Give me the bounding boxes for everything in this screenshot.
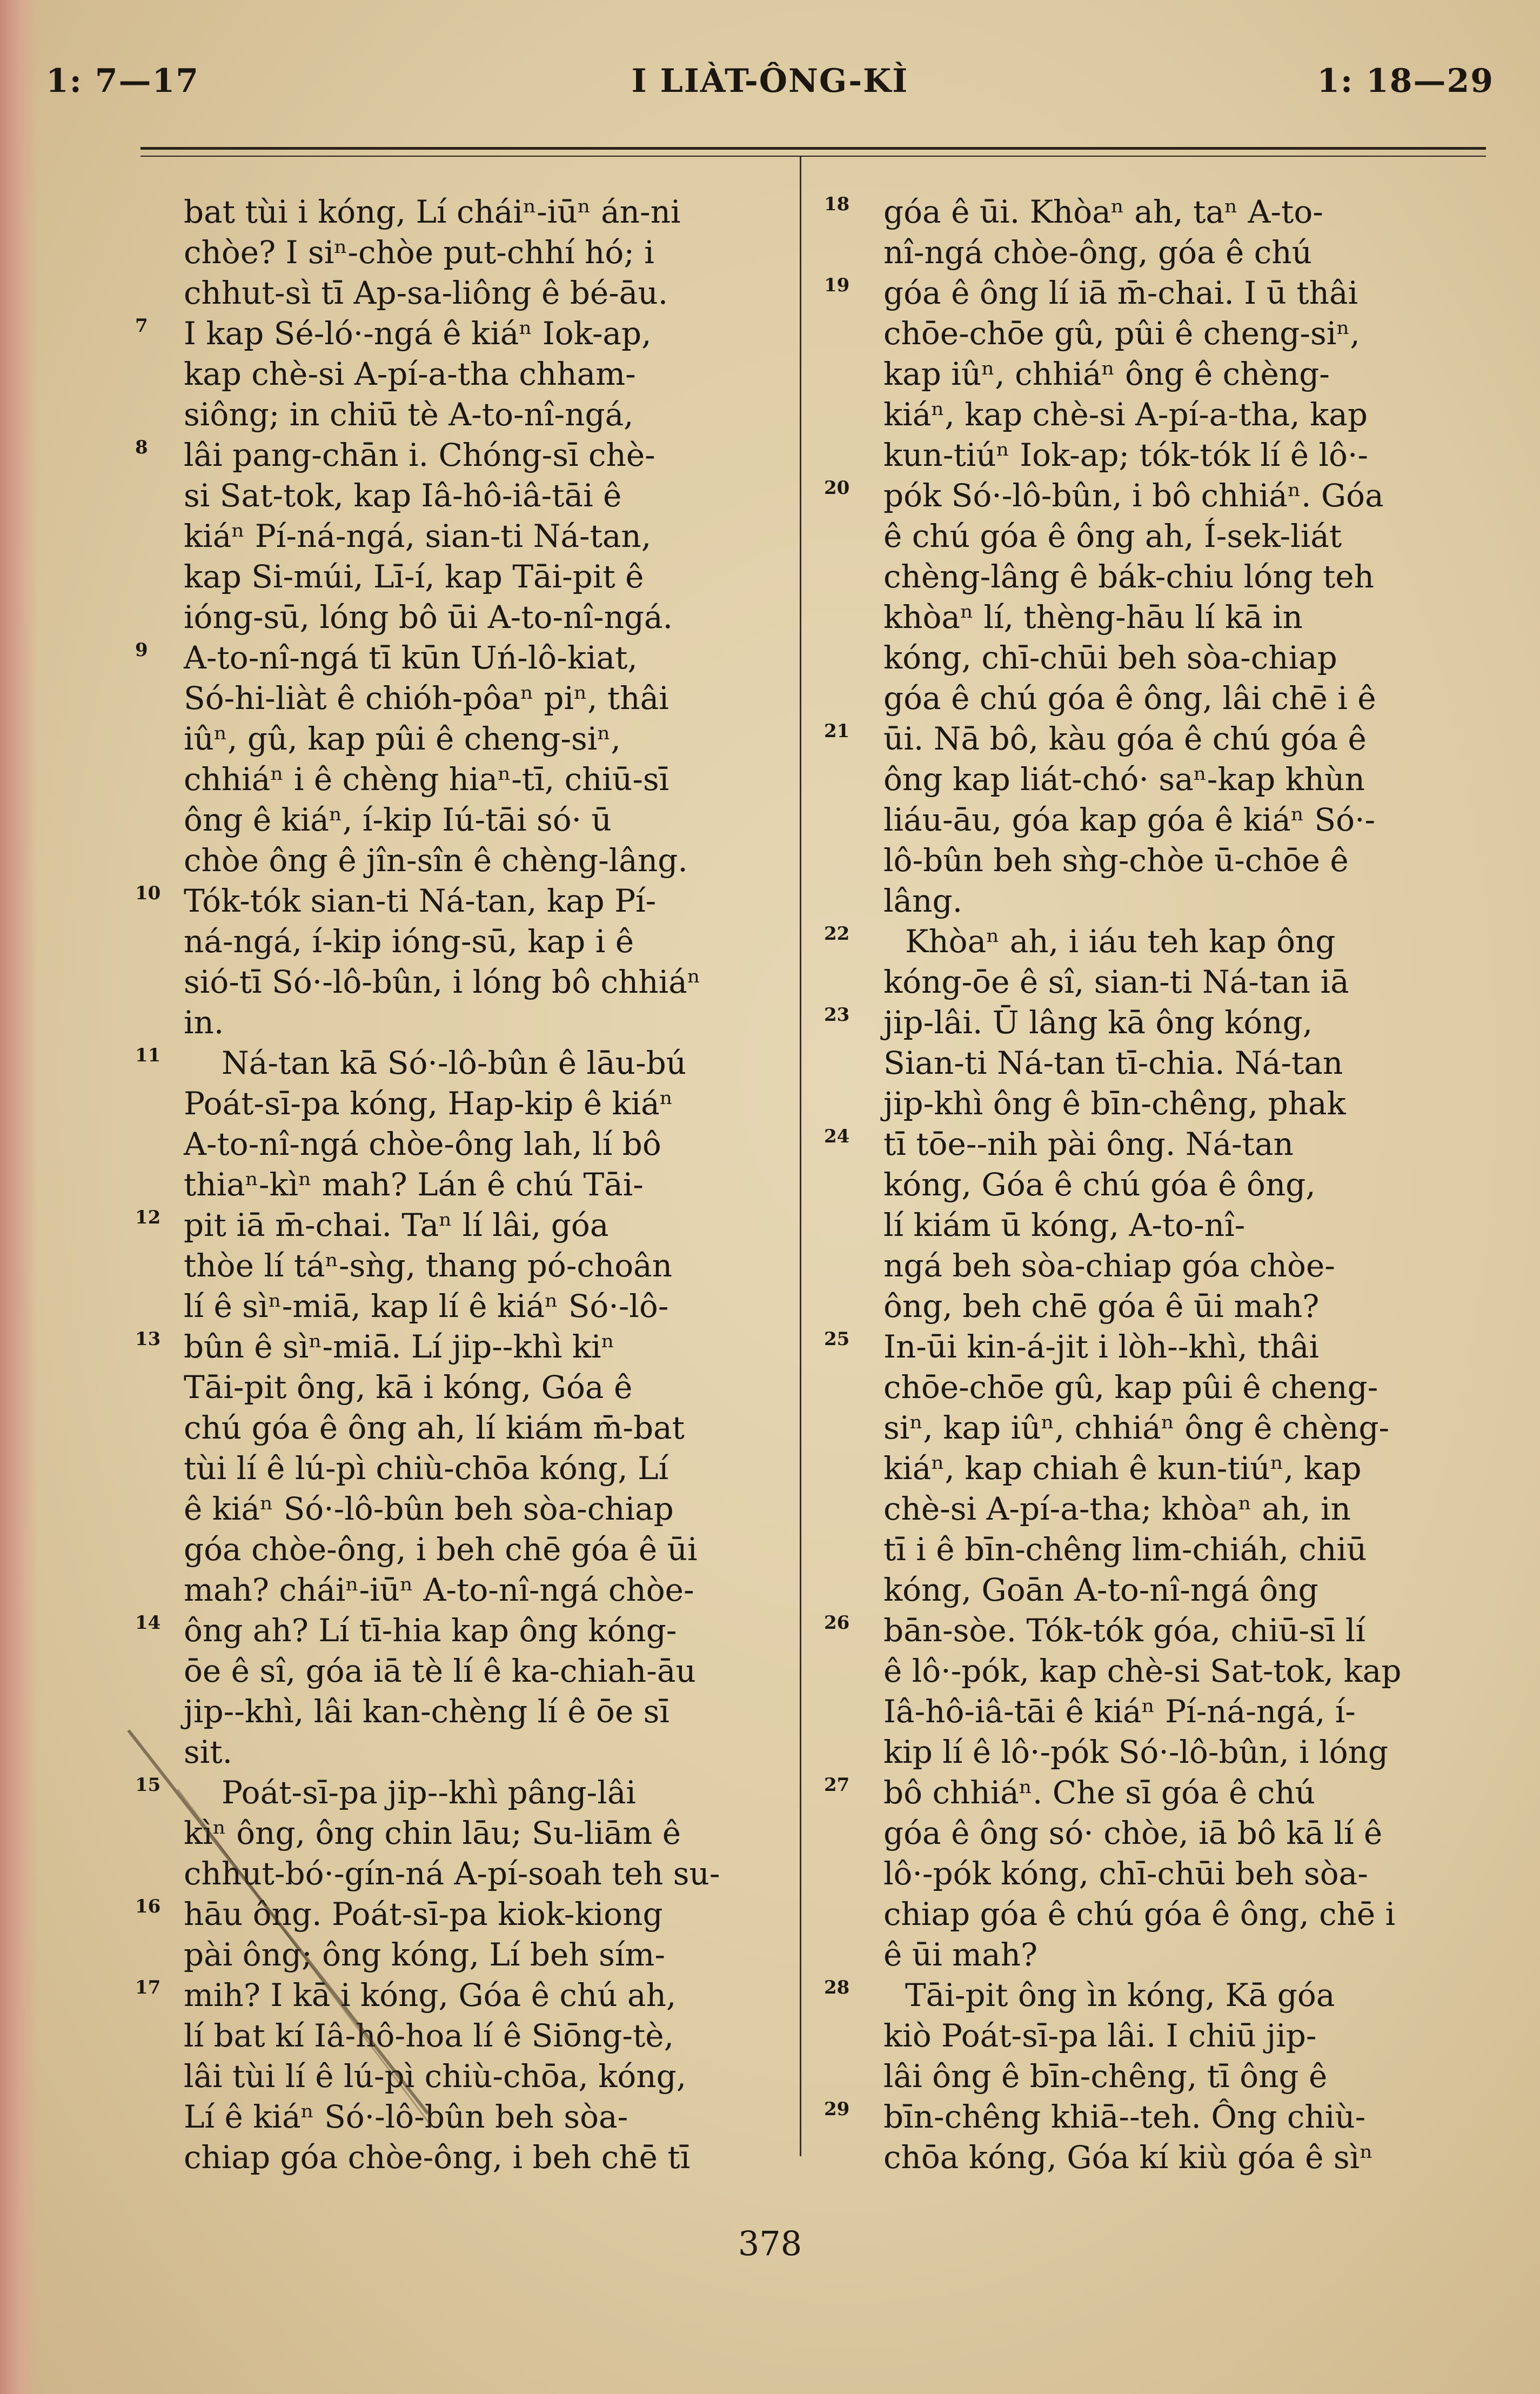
text-line [51, 1894, 794, 1935]
verse-text: lí ê sìⁿ-miā, kap lí ê kiáⁿ Só·-lô- [184, 1288, 669, 1325]
text-line [819, 476, 1494, 516]
verse-text: lâi tùi lí ê lú-pì chiù-chōa, kóng, [184, 2058, 687, 2095]
verse-text: chhiáⁿ i ê chèng hiaⁿ-tī, chiū-sī [184, 761, 669, 798]
verse-text: in. [184, 1004, 224, 1041]
verse-text: ê lô·-pók, kap chè-si Sat-tok, kap [883, 1653, 1402, 1689]
text-line [819, 1691, 1494, 1732]
page-number: 378 [738, 2224, 802, 2263]
verse-text: lí kiám ū kóng, A-to-nî- [883, 1207, 1246, 1243]
verse-number: 8 [135, 437, 148, 458]
text-line [819, 1813, 1494, 1854]
verse-text: ná-ngá, í-kip ióng-sū, kap i ê [184, 923, 634, 960]
text-line [819, 1773, 1494, 1813]
verse-text: kun-tiúⁿ Iok-ap; tók-tók lí ê lô·- [883, 437, 1368, 473]
verse-text: chè-si A-pí-a-tha; khòaⁿ ah, in [883, 1490, 1351, 1527]
text-line [51, 394, 794, 435]
text-line [51, 1610, 794, 1651]
verse-number: 25 [824, 1328, 850, 1350]
verse-text: mah? cháiⁿ-iūⁿ A-to-nî-ngá chòe- [184, 1572, 694, 1608]
verse-text: ông ê kiáⁿ, í-kip Iú-tāi só· ū [184, 801, 612, 838]
verse-text: kip lí ê lô·-pók Só·-lô-bûn, i lóng [883, 1734, 1389, 1770]
text-line [51, 1773, 794, 1813]
text-line [819, 759, 1494, 800]
text-line [51, 1246, 794, 1286]
verse-text: iûⁿ, gû, kap pûi ê cheng-siⁿ, [184, 720, 621, 757]
text-line [51, 678, 794, 719]
verse-number: 26 [824, 1612, 850, 1634]
verse-text: A-to-nî-ngá tī kūn Uń-lô-kiat, [184, 639, 638, 676]
right-column [819, 192, 1494, 2178]
verse-text: kiáⁿ, kap chè-si A-pí-a-tha, kap [883, 396, 1368, 433]
verse-text: kiò Poát-sī-pa lâi. I chiū jip- [883, 2017, 1317, 2054]
verse-text: bat tùi i kóng, Lí cháiⁿ-iūⁿ án-ni [184, 193, 681, 230]
verse-text: ngá beh sòa-chiap góa chòe- [883, 1247, 1335, 1284]
text-line [819, 678, 1494, 719]
verse-text: chèng-lâng ê bák-chiu lóng teh [883, 558, 1375, 595]
verse-text: Tāi-pit ông, kā i kóng, Góa ê [184, 1369, 633, 1406]
verse-text: chhut-sì tī Ap-sa-liông ê bé-āu. [184, 275, 668, 311]
text-line [51, 1813, 794, 1854]
text-line [819, 232, 1494, 273]
text-line [819, 1408, 1494, 1448]
verse-text: chiap góa ê chú góa ê ông, chē i [883, 1896, 1396, 1932]
text-line [819, 1286, 1494, 1327]
verse-text: chhut-bó·-gín-ná A-pí-soah teh su- [184, 1855, 720, 1892]
column-divider [800, 157, 801, 2156]
verse-number: 17 [135, 1977, 161, 1998]
text-line [819, 2056, 1494, 2097]
verse-text: jip--khì, lâi kan-chèng lí ê ōe sī [184, 1693, 669, 1730]
verse-number: 21 [824, 720, 850, 742]
text-line [819, 1327, 1494, 1367]
text-line [51, 719, 794, 759]
verse-text: I kap Sé-ló·-ngá ê kiáⁿ Iok-ap, [184, 315, 652, 352]
verse-text: kóng, Góa ê chú góa ê ông, [883, 1166, 1316, 1203]
text-line [51, 354, 794, 394]
text-line [51, 921, 794, 962]
text-line [819, 1205, 1494, 1246]
verse-text: sit. [184, 1734, 233, 1770]
verse-number: 13 [135, 1328, 161, 1350]
verse-text: pài ông; ông kóng, Lí beh sím- [184, 1936, 665, 1973]
verse-number: 14 [135, 1612, 161, 1634]
verse-text: pók Só·-lô-bûn, i bô chhiáⁿ. Góa [883, 477, 1384, 514]
text-line [51, 800, 794, 840]
text-line [819, 1529, 1494, 1570]
verse-number: 19 [824, 275, 850, 296]
text-line [819, 354, 1494, 394]
text-line [51, 1570, 794, 1610]
text-line [819, 1935, 1494, 1975]
verse-number: 16 [135, 1896, 161, 1917]
verse-text: chòe ông ê jîn-sîn ê chèng-lâng. [184, 842, 688, 879]
verse-text: kap Si-múi, Lī-í, kap Tāi-pit ê [184, 558, 644, 595]
page-edge-stain [0, 0, 38, 2394]
text-line [51, 313, 794, 354]
verse-text: In-ūi kin-á-jit i lòh--khì, thâi [883, 1328, 1320, 1365]
text-line [819, 1002, 1494, 1043]
text-line [51, 638, 794, 678]
text-line [51, 435, 794, 476]
text-line [819, 719, 1494, 759]
text-line [51, 1448, 794, 1489]
text-line [51, 232, 794, 273]
verse-text: ūi. Nā bô, kàu góa ê chú góa ê [883, 720, 1367, 757]
verse-number: 9 [135, 639, 148, 661]
verse-text: lô-bûn beh sǹg-chòe ū-chōe ê [883, 842, 1349, 879]
verse-text: khòaⁿ lí, thèng-hāu lí kā in [883, 599, 1303, 636]
text-line [819, 1854, 1494, 1894]
verse-text: jip-lâi. Ū lâng kā ông kóng, [883, 1004, 1313, 1041]
verse-text: ê kiáⁿ Só·-lô-bûn beh sòa-chiap [184, 1490, 674, 1527]
verse-number: 18 [824, 193, 850, 215]
verse-text: Poát-sī-pa jip--khì pâng-lâi [222, 1774, 636, 1811]
verse-text: Iâ-hô-iâ-tāi ê kiáⁿ Pí-ná-ngá, í- [883, 1693, 1356, 1730]
verse-number: 29 [824, 2098, 850, 2120]
text-line [51, 1732, 794, 1773]
text-line [51, 1043, 794, 1084]
verse-text: lâi pang-chān i. Chóng-sī chè- [184, 437, 655, 473]
verse-text: sió-tī Só·-lô-bûn, i lóng bô chhiáⁿ [184, 964, 701, 1000]
text-line [51, 2137, 794, 2178]
verse-text: kóng, Goān A-to-nî-ngá ông [883, 1572, 1318, 1608]
verse-text: mih? I kā i kóng, Góa ê chú ah, [184, 1977, 677, 2014]
left-column [51, 192, 794, 2178]
header-left-range: 1: 7—17 [46, 62, 200, 100]
text-line [51, 840, 794, 881]
verse-text: jip-khì ông ê bīn-chêng, phak [883, 1085, 1346, 1122]
header-rule-thin [140, 156, 1486, 157]
text-line [51, 1327, 794, 1367]
verse-text: chú góa ê ông ah, lí kiám m̄-bat [184, 1409, 685, 1446]
verse-text: kóng, chī-chūi beh sòa-chiap [883, 639, 1337, 676]
text-line [819, 1651, 1494, 1691]
verse-text: pit iā m̄-chai. Taⁿ lí lâi, góa [184, 1207, 609, 1243]
verse-text: lô·-pók kóng, chī-chūi beh sòa- [883, 1855, 1368, 1892]
verse-text: ōe ê sî, góa iā tè lí ê ka-chiah-āu [184, 1653, 696, 1689]
verse-text: kap chè-si A-pí-a-tha chham- [184, 356, 636, 392]
text-line [51, 1691, 794, 1732]
text-line [819, 1165, 1494, 1205]
verse-text: chòe? I siⁿ-chòe put-chhí hó; i [184, 234, 654, 271]
verse-text: si Sat-tok, kap Iâ-hô-iâ-tāi ê [184, 477, 622, 514]
verse-text: kiáⁿ, kap chiah ê kun-tiúⁿ, kap [883, 1450, 1362, 1487]
verse-text: lâi ông ê bīn-chêng, tī ông ê [883, 2058, 1328, 2095]
verse-text: bān-sòe. Tók-tók góa, chiū-sī lí [883, 1612, 1365, 1649]
text-line [819, 2137, 1494, 2178]
text-line [51, 476, 794, 516]
verse-number: 28 [824, 1977, 850, 1998]
text-line [51, 2097, 794, 2137]
text-line [51, 1084, 794, 1124]
text-line [819, 1124, 1494, 1165]
verse-text: nî-ngá chòe-ông, góa ê chú [883, 234, 1312, 271]
verse-text: bīn-chêng khiā--teh. Ông chiù- [883, 2098, 1366, 2135]
verse-text: chiap góa chòe-ông, i beh chē tī [184, 2139, 691, 2176]
verse-text: thiaⁿ-kìⁿ mah? Lán ê chú Tāi- [184, 1166, 644, 1203]
verse-number: 12 [135, 1207, 161, 1228]
verse-text: bûn ê sìⁿ-miā. Lí jip--khì kiⁿ [184, 1328, 615, 1365]
text-line [819, 638, 1494, 678]
verse-number: 23 [824, 1004, 850, 1026]
verse-text: A-to-nî-ngá chòe-ông lah, lí bô [184, 1126, 661, 1162]
text-line [51, 557, 794, 597]
text-line [51, 1286, 794, 1327]
text-line [819, 394, 1494, 435]
header-right-range: 1: 18—29 [1317, 62, 1494, 100]
text-line [51, 192, 794, 232]
verse-text: Tāi-pit ông ìn kóng, Kā góa [905, 1977, 1335, 2014]
verse-text: ông kap liát-chó· saⁿ-kap khùn [883, 761, 1365, 798]
text-line [51, 1165, 794, 1205]
text-line [819, 800, 1494, 840]
verse-text: kiáⁿ Pí-ná-ngá, sian-ti Ná-tan, [184, 518, 652, 554]
text-line [819, 1975, 1494, 2016]
verse-number: 15 [135, 1774, 161, 1796]
verse-text: góa ê chú góa ê ông, lâi chē i ê [883, 680, 1376, 717]
text-line [51, 1367, 794, 1408]
verse-text: kìⁿ ông, ông chin lāu; Su-liām ê [184, 1815, 681, 1851]
verse-text: hāu ông. Poát-sī-pa kiok-kiong [184, 1896, 663, 1932]
text-line [819, 1367, 1494, 1408]
text-line [819, 1043, 1494, 1084]
text-line [819, 840, 1494, 881]
verse-text: kap iûⁿ, chhiáⁿ ông ê chèng- [883, 356, 1330, 392]
verse-text: tùi lí ê lú-pì chiù-chōa kóng, Lí [184, 1450, 669, 1487]
verse-text: ê ūi mah? [883, 1936, 1038, 1973]
text-line [51, 273, 794, 313]
text-line [819, 273, 1494, 313]
verse-text: tī i ê bīn-chêng lim-chiáh, chiū [883, 1531, 1367, 1568]
verse-number: 10 [135, 882, 161, 904]
text-line [51, 1975, 794, 2016]
verse-text: Ná-tan kā Só·-lô-bûn ê lāu-bú [222, 1045, 687, 1081]
verse-text: Tók-tók sian-ti Ná-tan, kap Pí- [184, 882, 657, 919]
text-line [819, 1570, 1494, 1610]
text-line [51, 1205, 794, 1246]
text-line [51, 1651, 794, 1691]
verse-text: lâng. [883, 882, 963, 919]
text-line [819, 313, 1494, 354]
text-line [51, 1935, 794, 1975]
text-line [51, 759, 794, 800]
text-line [819, 1610, 1494, 1651]
text-line [819, 1448, 1494, 1489]
text-line [51, 1489, 794, 1529]
text-line [51, 962, 794, 1002]
verse-text: Khòaⁿ ah, i iáu teh kap ông [905, 923, 1336, 960]
text-line [819, 1084, 1494, 1124]
verse-number: 11 [135, 1045, 161, 1066]
verse-text: ê chú góa ê ông ah, Í-sek-liát [883, 518, 1342, 554]
verse-text: Sian-ti Ná-tan tī-chia. Ná-tan [883, 1045, 1343, 1081]
text-line [51, 597, 794, 638]
verse-text: tī tōe--nih pài ông. Ná-tan [883, 1126, 1294, 1162]
verse-number: 27 [824, 1774, 850, 1796]
verse-text: ông ah? Lí tī-hia kap ông kóng- [184, 1612, 677, 1649]
text-line [51, 1124, 794, 1165]
verse-number: 20 [824, 477, 850, 499]
verse-text: ông, beh chē góa ê ūi mah? [883, 1288, 1320, 1325]
verse-text: liáu-āu, góa kap góa ê kiáⁿ Só·- [883, 801, 1376, 838]
text-line [51, 881, 794, 921]
verse-number: 22 [824, 923, 850, 945]
verse-number: 24 [824, 1126, 850, 1147]
verse-text: ióng-sū, lóng bô ūi A-to-nî-ngá. [184, 599, 673, 636]
verse-text: kóng-ōe ê sî, sian-ti Ná-tan iā [883, 964, 1349, 1000]
text-line [819, 557, 1494, 597]
verse-text: thòe lí táⁿ-sǹg, thang pó-choân [184, 1247, 673, 1284]
text-line [819, 2097, 1494, 2137]
text-line [51, 1529, 794, 1570]
verse-text: chōe-chōe gû, kap pûi ê cheng- [883, 1369, 1378, 1406]
text-line [51, 1408, 794, 1448]
text-line [51, 1002, 794, 1043]
text-line [819, 1489, 1494, 1529]
verse-text: góa ê ūi. Khòaⁿ ah, taⁿ A-to- [883, 193, 1323, 230]
text-line [819, 921, 1494, 962]
verse-text: bô chhiáⁿ. Che sī góa ê chú [883, 1774, 1316, 1811]
header-rule-thick [140, 147, 1486, 150]
verse-text: góa ê ông só· chòe, iā bô kā lí ê [883, 1815, 1383, 1851]
text-line [51, 516, 794, 557]
text-line [819, 881, 1494, 921]
verse-text: góa chòe-ông, i beh chē góa ê ūi [184, 1531, 698, 1568]
verse-text: siⁿ, kap iûⁿ, chhiáⁿ ông ê chèng- [883, 1409, 1390, 1446]
verse-text: siông; in chiū tè A-to-nî-ngá, [184, 396, 634, 433]
text-line [819, 962, 1494, 1002]
verse-text: chōe-chōe gû, pûi ê cheng-siⁿ, [883, 315, 1360, 352]
text-line [819, 1894, 1494, 1935]
text-line [819, 516, 1494, 557]
verse-number: 7 [135, 315, 148, 337]
text-line [51, 2016, 794, 2056]
running-header [46, 62, 1494, 111]
text-line [819, 2016, 1494, 2056]
text-line [819, 435, 1494, 476]
verse-text: Poát-sī-pa kóng, Hap-kip ê kiáⁿ [184, 1085, 673, 1122]
text-line [819, 192, 1494, 232]
verse-text: chōa kóng, Góa kí kiù góa ê sìⁿ [883, 2139, 1374, 2176]
verse-text: lí bat kí Iâ-hô-hoa lí ê Siōng-tè, [184, 2017, 674, 2054]
text-line [51, 2056, 794, 2097]
verse-text: Só-hi-liàt ê chióh-pôaⁿ piⁿ, thâi [184, 680, 669, 717]
text-line [819, 1732, 1494, 1773]
verse-text: Lí ê kiáⁿ Só·-lô-bûn beh sòa- [184, 2098, 628, 2135]
text-line [819, 1246, 1494, 1286]
text-line [51, 1854, 794, 1894]
text-line [819, 597, 1494, 638]
book-title: I LIÀT-ÔNG-KÌ [631, 62, 909, 100]
verse-text: góa ê ông lí iā m̄-chai. I ū thâi [883, 275, 1358, 311]
